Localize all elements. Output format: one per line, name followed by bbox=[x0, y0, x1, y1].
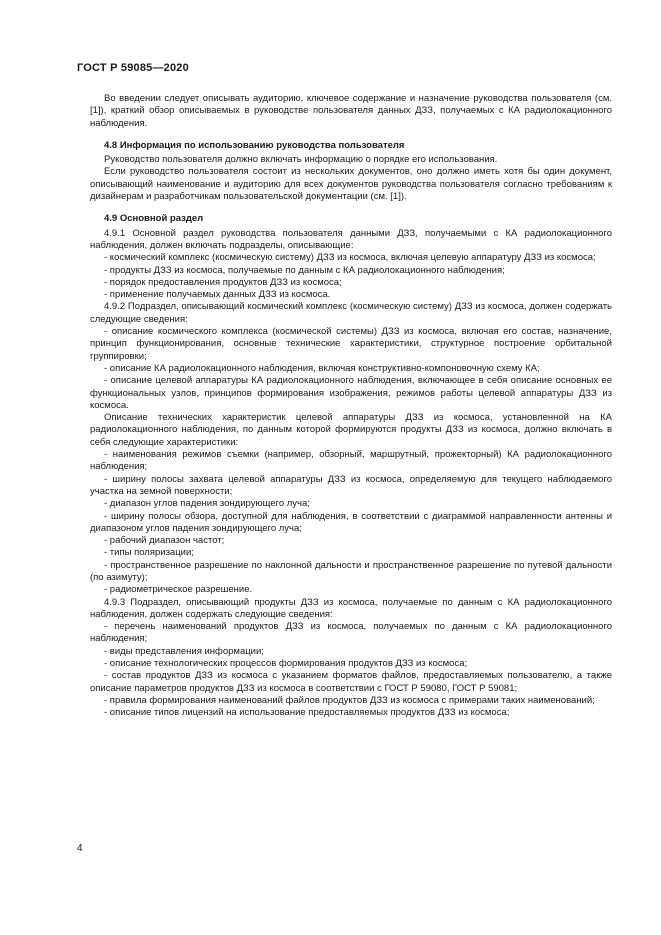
list-item: - виды представления информации; bbox=[104, 645, 264, 657]
list-item: - описание целевой аппаратуры КА радиолокационного наблюдения, включающее в себя описание основных ее функциональных узлов, принципов формирования изображения, режимов работы целевой аппаратуры ДЗЗ из космоса. bbox=[90, 375, 612, 411]
list-item: - радиометрическое разрешение. bbox=[104, 584, 253, 596]
page-number: 4 bbox=[77, 843, 83, 854]
list-item: - перечень наименований продуктов ДЗЗ из космоса, получаемых по данным с КА радиолокационного наблюдения; bbox=[90, 621, 612, 645]
document-body bbox=[90, 93, 612, 720]
list-item: - наименования режимов съемки (например, обзорный, маршрутный, прожекторный) КА радиолокационного наблюдения; bbox=[90, 449, 612, 473]
list-item: - пространственное разрешение по наклонной дальности и пространственное разрешение по путевой дальности (по азимуту); bbox=[90, 559, 612, 583]
paragraph: 4.9.1 Основной раздел руководства пользователя данными ДЗЗ, получаемыми с КА радиолокационного наблюдения, должен включать подразделы, описывающие: bbox=[90, 227, 612, 251]
list-item: - применение получаемых данных ДЗЗ из космоса. bbox=[104, 289, 331, 301]
list-item: - порядок предоставления продуктов ДЗЗ из космоса; bbox=[104, 276, 342, 288]
paragraph: Описание технических характеристик целевой аппаратуры ДЗЗ из космоса, установленной на КА радиолокационного наблюдения, по данным которой формируются продукты ДЗЗ из космоса, должно включать в себя следующие характеристики: bbox=[90, 412, 612, 448]
paragraph: Руководство пользователя должно включать информацию о порядке его использования. bbox=[104, 154, 498, 166]
document-header: ГОСТ Р 59085—2020 bbox=[77, 62, 189, 74]
list-item: - рабочий диапазон частот; bbox=[104, 535, 225, 547]
section-heading-4-8: 4.8 Информация по использованию руководства пользователя bbox=[104, 139, 405, 151]
list-item: - состав продуктов ДЗЗ из космоса с указанием форматов файлов, предоставляемых пользователю, а также описание параметров продуктов ДЗЗ из космоса в соответствии с ГОСТ Р 59080, ГОСТ Р 59081; bbox=[90, 670, 612, 694]
paragraph: Если руководство пользователя состоит из нескольких документов, оно должно иметь хотя бы один документ, описывающий наименование и аудиторию для всех документов руководства пользователя согласно требованиям к дизайнерам и разработчикам пользовательской документации (см. [1]). bbox=[90, 166, 612, 203]
list-item: - ширину полосы обзора, доступной для наблюдения, в соответствии с диаграммой направленности антенны и диапазоном углов падения зондирующего луча; bbox=[90, 510, 612, 534]
section-heading-4-9: 4.9 Основной раздел bbox=[104, 213, 204, 225]
list-item: - описание технологических процессов формирования продуктов ДЗЗ из космоса; bbox=[104, 658, 468, 670]
list-item: - диапазон углов падения зондирующего луча; bbox=[104, 498, 310, 510]
intro-paragraph: Во введении следует описывать аудиторию, ключевое содержание и назначение руководства пользователя (см. [1]), краткий обзор описываемых в руководстве пользователя данных ДЗЗ, получаемых с КА радиолокационного наблюдения. bbox=[90, 93, 612, 129]
list-item: - типы поляризации; bbox=[104, 547, 194, 559]
paragraph: 4.9.2 Подраздел, описывающий космический комплекс (космическую систему) ДЗЗ из космоса, должен содержать следующие сведения: bbox=[90, 301, 612, 325]
paragraph: 4.9.3 Подраздел, описывающий продукты ДЗЗ из космоса, получаемые по данным с КА радиолокационного наблюдения, должен содержать следующие сведения: bbox=[90, 596, 612, 620]
list-item: - ширину полосы захвата целевой аппаратуры ДЗЗ из космоса, определяемую для текущего наблюдаемого участка на земной поверхности; bbox=[90, 473, 612, 497]
list-item: - правила формирования наименований файлов продуктов ДЗЗ из космоса с примерами таких наименований; bbox=[104, 694, 595, 706]
list-item: - описание КА радиолокационного наблюдения, включая конструктивно-компоновочную схему КА; bbox=[104, 362, 540, 374]
list-item: - продукты ДЗЗ из космоса, получаемые по данным с КА радиолокационного наблюдения; bbox=[104, 264, 505, 276]
list-item: - описание космического комплекса (космической системы) ДЗЗ из космоса, включая его состав, назначение, принцип функционирования, основные технические характеристики, структурное построение орбитальной группировки; bbox=[90, 326, 612, 362]
list-item: - космический комплекс (космическую систему) ДЗЗ из космоса, включая целевую аппаратуру ДЗЗ из космоса; bbox=[104, 252, 596, 264]
list-item: - описание типов лицензий на использование предоставляемых продуктов ДЗЗ из космоса; bbox=[104, 707, 510, 719]
